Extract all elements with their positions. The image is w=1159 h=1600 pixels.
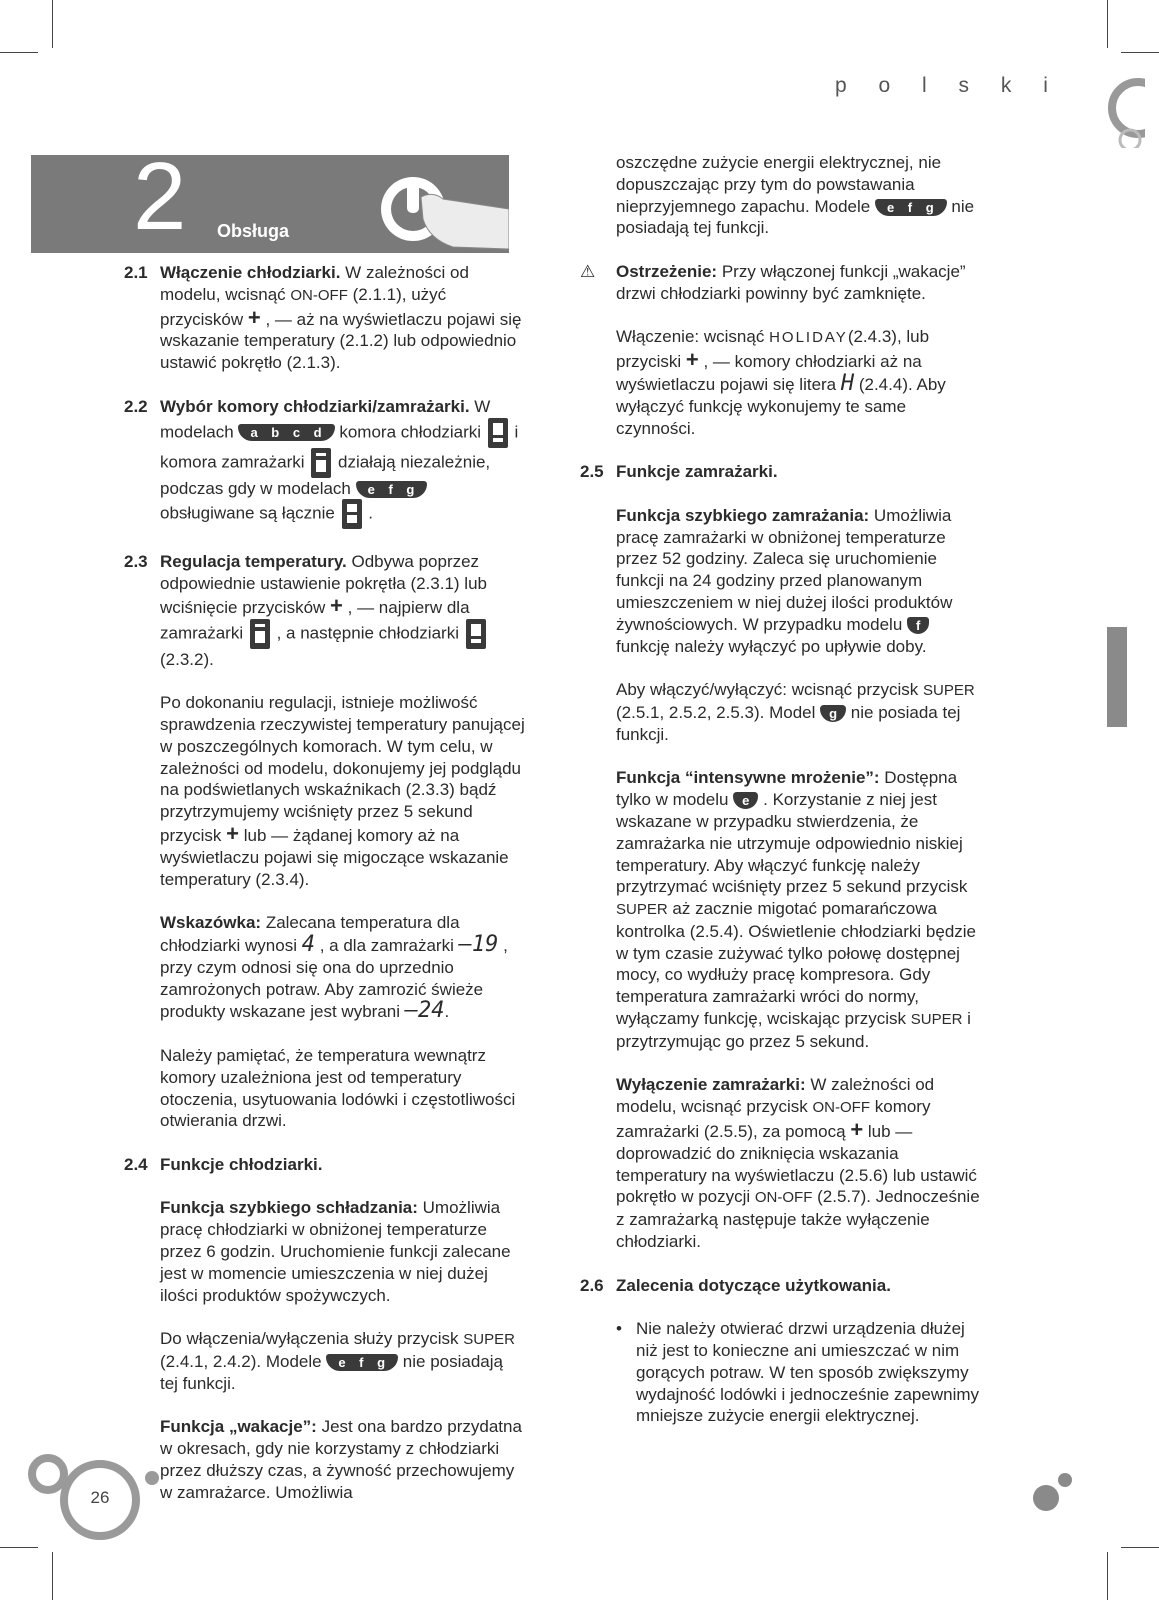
paragraph-fast-freeze: Funkcja szybkiego zamrażania: Umożliwia pracę zamrażarki w obniżonej temperaturze przez 52 godziny. Zaleca się uruchomienie funkcji na 24 godziny przed planowanym umieszczeniem w niej dużej ilości produktów żywnościowych. W przypadku modelu f funkcję należy wyłączyć po upływie doby. (616, 505, 953, 656)
finger-press-button-icon (371, 169, 509, 253)
section-number: 2.2 (124, 396, 148, 416)
section-number: 2.5 (580, 462, 604, 482)
plus-button-icon: + (247, 304, 261, 330)
crop-mark (1107, 1552, 1108, 1600)
right-column (580, 152, 981, 1449)
on-off-button-label: ON-OFF (754, 1189, 813, 1207)
section-title: Wybór komory chłodziarki/zamrażarki. (160, 396, 470, 416)
display-value-minus-24: –24 (404, 998, 445, 1024)
corner-circles-decoration (1100, 78, 1145, 148)
section-2-5 (580, 461, 981, 483)
model-badge-abcd: a b c d (238, 424, 334, 441)
paragraph-intensive-freeze: Funkcja “intensywne mrożenie”: Dostępna tylko w modelu e . Korzystanie z niej jest wskazane w przypadku stwierdzenia, że zamrażarka nie utrzymuje odpowiednio niskiej temperatury. Aby włączyć funkcję należy przytrzymać wciśnięty przez 5 sekund przycisk SUPER aż zacznie migotać pomarańczowa kontrolka (2.5.4). Oświetlenie chłodziarki będzie w tym czasie zużywać tylko połowę dostępnej mocy, co wydłuży pracę kompresora. Gdy temperatura zamrażarki wróci do normy, wyłączamy funkcję, wciskając przycisk SUPER i przytrzymując go przez 5 sekund. (616, 768, 977, 1051)
on-off-button-label: ON-OFF (812, 1099, 871, 1117)
hint-title: Wskazówka: (160, 913, 262, 933)
fridge-compartment-icon (466, 619, 486, 649)
crop-mark (0, 52, 38, 53)
freezer-compartment-icon (250, 619, 270, 649)
chapter-header (31, 155, 509, 253)
super-button-label: SUPER (463, 1331, 515, 1349)
page-number: 26 (90, 1488, 110, 1507)
paragraph-temperature-note: Należy pamiętać, że temperatura wewnątrz komory uzależniona jest od temperatury otoczenia, usytuowania lodówki i częstotliwości otwierania drzwi. (160, 1045, 516, 1131)
section-number: 2.1 (124, 263, 148, 282)
crop-mark (0, 1547, 38, 1548)
model-badge-efg: e f g (875, 199, 947, 216)
plus-button-icon: + (850, 1117, 864, 1143)
warning-title: Ostrzeżenie: (616, 261, 718, 281)
super-button-label: SUPER (923, 682, 975, 700)
display-letter-h: H (840, 370, 855, 396)
crop-mark (1121, 1547, 1159, 1548)
section-2-4 (124, 1154, 525, 1176)
super-button-label: SUPER (616, 901, 668, 919)
paragraph-super-toggle: Aby włączyć/wyłączyć: wcisnąć przycisk SUPER (2.5.1, 2.5.2, 2.5.3). Model g nie posiada tej funkcji. (616, 680, 975, 744)
bullet-icon: • (616, 1319, 622, 1339)
section-title: Regulacja temperatury. (160, 552, 347, 572)
model-badge-efg: e f g (356, 481, 428, 498)
freezer-compartment-icon (311, 448, 331, 478)
paragraph-super-button: Do włączenia/wyłączenia służy przycisk SUPER (2.4.1, 2.4.2). Modele e f g nie posiadają tej funkcji. (160, 1329, 515, 1393)
subsection-title: Wyłączenie zamrażarki: (616, 1075, 806, 1095)
combined-compartment-icon (342, 499, 362, 529)
paragraph-vacation: Funkcja „wakacje”: Jest ona bardzo przydatna w okresach, gdy nie korzystamy z chłodziarki przez dłuższy czas, a żywność przechowujemy w zamrażarce. Umożliwia (160, 1417, 522, 1502)
crop-mark (52, 1552, 53, 1600)
subsection-title: Funkcja szybkiego schładzania: (160, 1198, 418, 1218)
section-2-6 (580, 1275, 981, 1297)
section-2-1: 2.1 Włączenie chłodziarki. W zależności od modelu, wcisnąć ON-OFF (2.1.1), użyć przycisków + , — aż na wyświetlaczu pojawi się wskazanie temperatury (2.1.2) lub odpowiednio ustawić pokrętło (2.1.3). (124, 263, 522, 373)
section-title: Funkcje chłodziarki. (160, 1154, 323, 1174)
section-number: 2.6 (580, 1275, 604, 1295)
plus-button-icon: + (226, 820, 239, 846)
section-title: Zalecenia dotyczące użytkowania. (616, 1275, 891, 1295)
paragraph-temperature-check: Po dokonaniu regulacji, istnieje możliwość sprawdzenia rzeczywistej temperatury panującej w poszczególnych komorach. W tym celu, w zależności od modelu, dokonujemy jej podglądu na podświetlanych wskaźnikach (2.3.3) bądź przytrzymujemy wciśnięty przez 5 sekund przycisk + lub — żądanej komory aż na wyświetlaczu pojawi się migoczące wskazanie temperatury (2.3.4). (160, 693, 525, 889)
section-title: Włączenie chłodziarki. (160, 263, 341, 282)
section-title: Funkcje zamrażarki. (616, 462, 778, 482)
paragraph-fast-cooling: Funkcja szybkiego schładzania: Umożliwia pracę chłodziarki w obniżonej temperaturze przez 6 godzin. Uruchomienie funkcji zalecane jest w momencie umieszczenia w niej dużej ilości produktów spożywczych. (160, 1198, 511, 1305)
super-button-label: SUPER (910, 1011, 963, 1029)
warning-icon: ⚠ (580, 261, 596, 281)
side-tab-marker (1107, 627, 1127, 727)
holiday-button-label: HOLIDAY (769, 329, 848, 347)
subsection-title: Funkcja szybkiego zamrażania: (616, 505, 870, 525)
section-number: 2.4 (124, 1154, 148, 1174)
plus-button-icon: + (330, 592, 343, 618)
list-item: • Nie należy otwierać drzwi urządzenia dłużej niż jest to konieczne ani umieszczać w nim gorących potraw. W ten sposób zwiększymy wydajność lodówki i jednocześnie zapewnimy mniejsze zużycie energii elektrycznej. (616, 1319, 980, 1426)
crop-mark (1121, 52, 1159, 53)
section-2-2: 2.2 Wybór komory chłodziarki/zamrażarki. W modelach a b c d komora chłodziarki i komora zamrażarki działają niezależnie, podczas gdy w modelach e f g obsługiwane są łącznie . (160, 396, 525, 530)
paragraph-freezer-off: Wyłączenie zamrażarki: W zależności od modelu, wcisnąć przycisk ON-OFF komory zamrażarki (2.5.5), za pomocą + lub — doprowadzić do zniknięcia wskazania temperatury na wyświetlaczu (2.5.6) lub ustawić pokrętło w pozycji ON-OFF (2.5.7). Jednocześnie z zamrażarką następuje także wyłączenie chłodziarki. (616, 1075, 980, 1252)
model-badge-f: f (907, 617, 929, 634)
chapter-number: 2 (133, 155, 187, 250)
language-label: p o l s k i (835, 74, 1061, 97)
on-off-button-label: ON-OFF (290, 286, 348, 304)
subsection-title: Funkcja “intensywne mrożenie”: (616, 768, 880, 788)
left-column (124, 262, 525, 1525)
display-value-minus-19: –19 (458, 931, 499, 957)
model-badge-g: g (820, 705, 846, 722)
chapter-title: Obsługa (217, 221, 290, 241)
subsection-title: Funkcja „wakacje”: (160, 1417, 317, 1437)
model-badge-e: e (733, 792, 758, 809)
section-2-3: 2.3 Regulacja temperatury. Odbywa poprzez odpowiednie ustawienie pokrętła (2.3.1) lub wciśnięcie przycisków + , — najpierw dla zamrażarki , a następnie chłodziarki (2.3.2). (124, 552, 487, 669)
fridge-compartment-icon (488, 418, 508, 448)
paragraph-vacation-cont: oszczędne zużycie energii elektrycznej, nie dopuszczając przy tym do powstawania nieprzyjemnego zapachu. Modele e f g nie posiadają tej funkcji. (616, 153, 975, 238)
paragraph-warning: ⚠ Ostrzeżenie: Przy włączonej funkcji „wakacje” drzwi chłodziarki powinny być zamknięte. (580, 261, 966, 303)
dots-decoration (1030, 1470, 1080, 1516)
paragraph-holiday: Włączenie: wcisnąć HOLIDAY(2.4.3), lub przyciski + , — komory chłodziarki aż na wyświetlaczu pojawi się litera H (2.4.4). Aby wyłączyć funkcję wykonujemy te same czynności. (616, 327, 946, 438)
section-number: 2.3 (124, 552, 148, 572)
model-badge-efg: e f g (326, 1354, 398, 1371)
display-value-4: 4 (301, 931, 315, 957)
paragraph-hint: Wskazówka: Zalecana temperatura dla chłodziarki wynosi 4 , a dla zamrażarki –19 , przy czym odnosi się ona do uprzednio zamrożonych potraw. Aby zamrozić świeże produkty wskazane jest wybrani –24. (160, 913, 508, 1024)
plus-button-icon: + (685, 347, 699, 373)
crop-mark (52, 0, 53, 48)
crop-mark (1107, 0, 1108, 48)
